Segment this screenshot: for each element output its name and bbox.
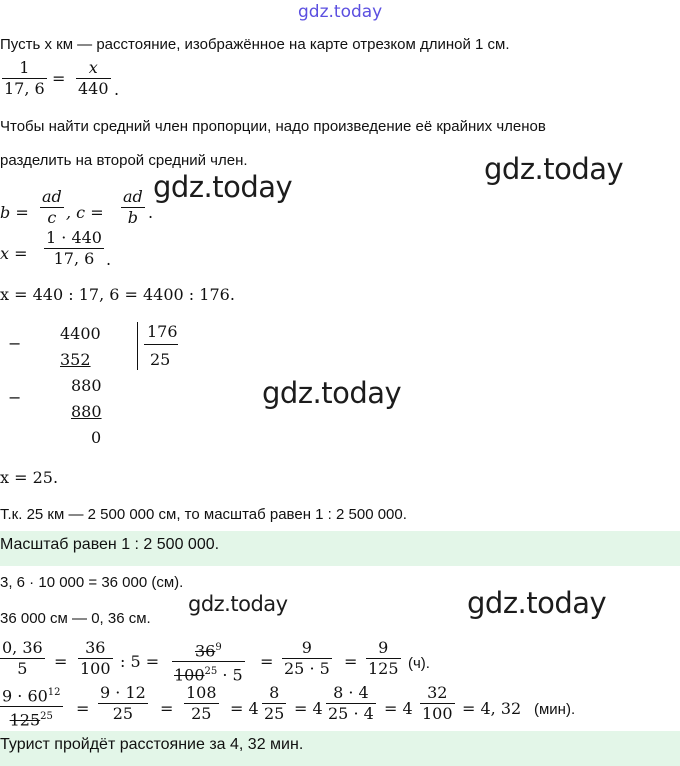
unit-hours: (ч). [408,655,430,672]
watermark: gdz.today [153,170,293,204]
fraction-den: 100 [80,659,111,678]
period: . [106,250,112,269]
fraction [78,638,113,679]
quotient: 25 [150,350,171,369]
equals: = [52,69,66,88]
intro-line: Пусть x км — расстояние, изображённое на карте отрезком длиной 1 см. [0,36,510,53]
fraction-den: 25 [191,704,212,723]
divide-by-5: : 5 = [120,652,160,671]
x-result: x = 25. [0,468,59,487]
denominator-tail: · 5 [217,665,243,685]
equals: = [160,699,174,718]
rule-line-2: разделить на второй средний член. [0,152,248,169]
reduced-numerator: 12 [47,687,61,698]
division-vertical-line [137,322,138,370]
equals: = [76,699,90,718]
fraction-num: 9 [282,638,332,659]
fraction-den: 17, 6 [4,79,45,98]
fraction-num: 32 [420,683,455,704]
subtrahend-1: 352 [60,350,91,369]
fraction-x-over-440 [76,58,111,99]
fraction-den: c [47,208,57,227]
struck-denominator: 100 [174,665,205,685]
equals-4: = 4 [384,699,413,718]
equals: = [344,652,358,671]
fraction [262,683,286,724]
fraction-reduced [0,683,63,731]
dividend: 4400 [60,324,101,343]
fraction-num: 0, 36 [2,638,43,657]
fraction-den: 440 [78,79,109,98]
fraction-num: 36 [78,638,113,659]
fraction-den: 100 [422,704,453,723]
calc-line-2: 36 000 см — 0, 36 см. [0,610,151,627]
fraction-num: 1 [2,58,47,79]
fraction-1-over-17-6 [2,58,47,99]
unit-minutes: (мин). [534,701,576,718]
formula-c: , c = [66,203,104,222]
fraction [282,638,332,679]
numerator-text: 9 · 60 [2,686,48,706]
fraction-num: 8 · 4 [326,683,376,704]
watermark: gdz.today [262,376,402,410]
fraction-x [44,228,104,269]
result-value: = 4, 32 [462,699,522,718]
minus-sign: − [8,334,22,353]
equals-4: = 4 [230,699,259,718]
equals: = [54,652,68,671]
fraction-num: 9 · 12 [100,683,146,702]
answer-scale-text: Масштаб равен 1 : 2 500 000. [0,536,220,553]
reduced-numerator: 9 [215,642,222,653]
fraction-reduced [172,638,245,686]
fraction [98,683,148,724]
fraction [366,638,401,679]
fraction-den: 25 [264,704,285,723]
subtrahend-2: 880 [71,402,102,421]
fraction-ad-over-b [121,187,145,228]
fraction-den: 5 [17,659,28,678]
struck-denominator: 125 [9,710,41,730]
answer-scale-box [0,531,680,566]
division-divisor-line [144,344,178,345]
fraction-den: 25 [112,704,134,723]
equals: = [260,652,274,671]
fraction-num: x [76,58,111,79]
fraction-ad-over-c [40,187,64,228]
fraction [0,638,45,679]
fraction [326,683,376,724]
fraction-num: 1 · 440 [46,228,102,247]
reduced-denominator: 25 [40,711,53,723]
watermark: gdz.today [467,586,607,620]
fraction-den: 25 · 5 [284,659,330,678]
formula-b: b = [0,203,29,222]
fraction [184,683,219,724]
fraction-num: 8 [262,683,286,704]
fraction-den: 25 · 4 [328,704,374,723]
fraction-num: 9 [366,638,401,659]
fraction [420,683,455,724]
period: . [114,80,120,99]
period: . [148,203,154,222]
fraction-num [0,683,63,707]
answer-time-text: Турист пройдёт расстояние за 4, 32 мин. [0,736,304,753]
watermark: gdz.today [484,152,624,186]
remainder-1: 880 [71,376,102,395]
fraction-num: ad [123,187,143,206]
fraction-num: ad [42,187,62,206]
reduced-denominator: 25 [204,666,218,678]
remainder-2: 0 [91,428,102,447]
answer-time-box [0,731,680,766]
fraction-num [172,638,245,662]
calc-line-1: 3, 6 · 10 000 = 36 000 (см). [0,574,184,591]
struck-numerator: 36 [194,641,216,661]
fraction-den: 17, 6 [53,249,95,268]
watermark-top: gdz.today [298,2,383,22]
fraction-den [0,707,63,730]
fraction-num: 108 [186,683,217,702]
scale-reasoning: Т.к. 25 км — 2 500 000 см, то масштаб равен 1 : 2 500 000. [0,506,407,523]
x-calculation: x = 440 : 17, 6 = 4400 : 176. [0,285,235,304]
minus-sign: − [8,388,22,407]
fraction-den: b [127,208,139,227]
watermark: gdz.today [188,592,288,616]
rule-line-1: Чтобы найти средний член пропорции, надо произведение её крайних членов [0,118,546,135]
x-equals: x = [0,244,28,263]
divisor: 176 [147,322,178,341]
fraction-den: 125 [368,659,399,678]
equals-4: = 4 [294,699,323,718]
